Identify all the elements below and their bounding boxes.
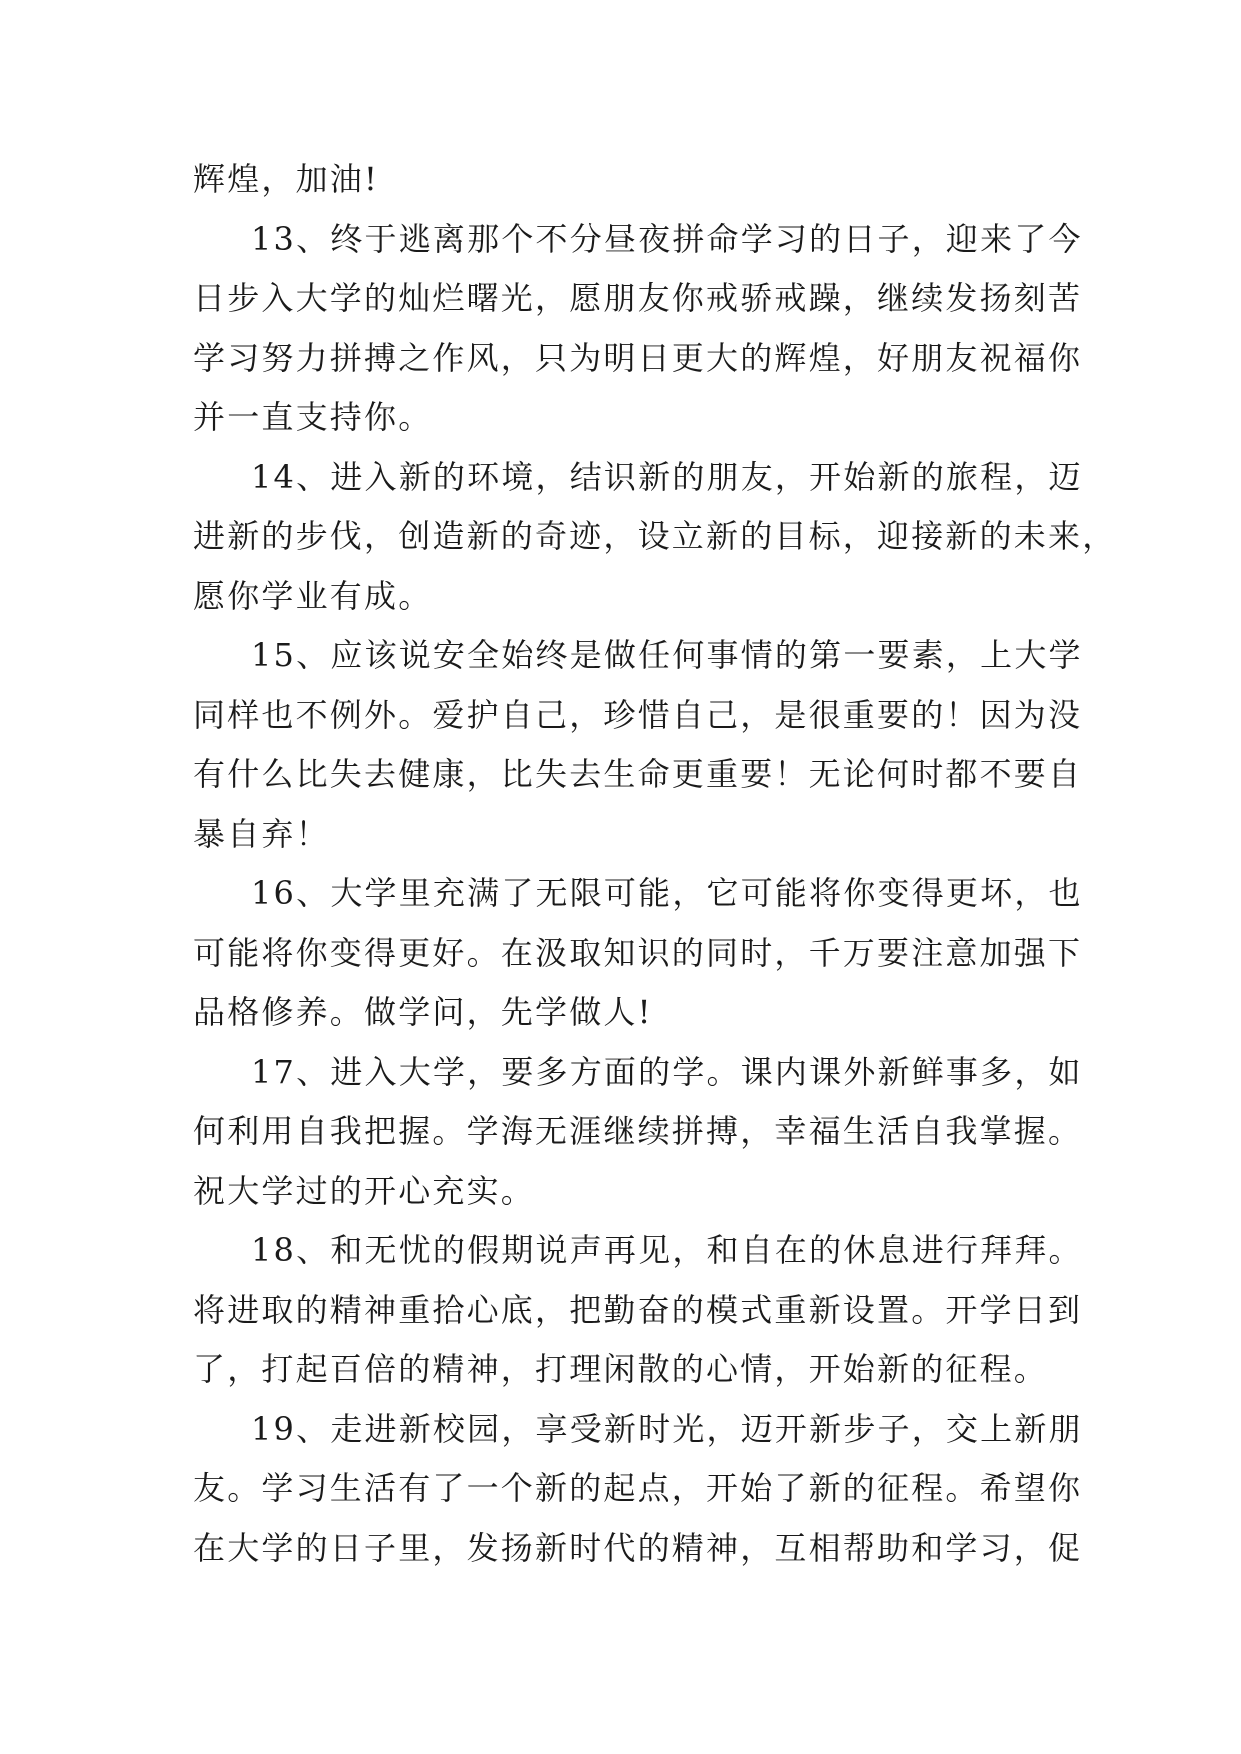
text-line: 辉煌，加油! xyxy=(193,160,380,198)
text-line: 品格修养。做学问，先学做人! xyxy=(193,993,653,1031)
text-line: 何利用自我把握。学海无涯继续拼搏，幸福生活自我掌握。 xyxy=(193,1112,1083,1150)
text-line: 19、走进新校园，享受新时光，迈开新步子，交上新朋 xyxy=(251,1409,1083,1448)
text-line: 有什么比失去健康，比失去生命更重要！无论何时都不要自 xyxy=(193,755,1083,793)
text-line: 13、终于逃离那个不分昼夜拼命学习的日子，迎来了今 xyxy=(251,219,1083,258)
text-line: 18、和无忧的假期说声再见，和自在的休息进行拜拜。 xyxy=(251,1231,1083,1269)
text-line: 15、应该说安全始终是做任何事情的第一要素，上大学 xyxy=(251,636,1083,674)
text-line: 祝大学过的开心充实。 xyxy=(193,1171,536,1210)
text-line: 在大学的日子里，发扬新时代的精神，互相帮助和学习，促 xyxy=(193,1528,1083,1567)
text-line: 进新的步伐，创造新的奇迹，设立新的目标，迎接新的未来， xyxy=(193,517,1117,555)
text-line: 将进取的精神重拾心底，把勤奋的模式重新设置。开学日到 xyxy=(193,1290,1083,1329)
text-line: 暴自弃！ xyxy=(193,814,330,853)
body-text xyxy=(193,150,1117,1578)
text-line: 了，打起百倍的精神，打理闲散的心情，开始新的征程。 xyxy=(193,1350,1049,1388)
text-line: 日步入大学的灿烂曙光，愿朋友你戒骄戒躁，继续发扬刻苦 xyxy=(193,279,1083,317)
text-line: 友。学习生活有了一个新的起点，开始了新的征程。希望你 xyxy=(193,1469,1083,1507)
text-line: 愿你学业有成。 xyxy=(193,576,433,615)
text-line: 学习努力拼搏之作风，只为明日更大的辉煌，好朋友祝福你 xyxy=(193,338,1083,377)
text-line: 17、进入大学，要多方面的学。课内课外新鲜事多，如 xyxy=(251,1052,1083,1091)
text-line: 可能将你变得更好。在汲取知识的同时，千万要注意加强下 xyxy=(193,933,1083,972)
text-line: 同样也不例外。爱护自己，珍惜自己，是很重要的！因为没 xyxy=(193,695,1083,734)
text-line: 14、进入新的环境，结识新的朋友，开始新的旅程，迈 xyxy=(251,457,1083,496)
text-line: 16、大学里充满了无限可能，它可能将你变得更坏，也 xyxy=(251,874,1083,912)
text-line: 并一直支持你。 xyxy=(193,398,433,436)
